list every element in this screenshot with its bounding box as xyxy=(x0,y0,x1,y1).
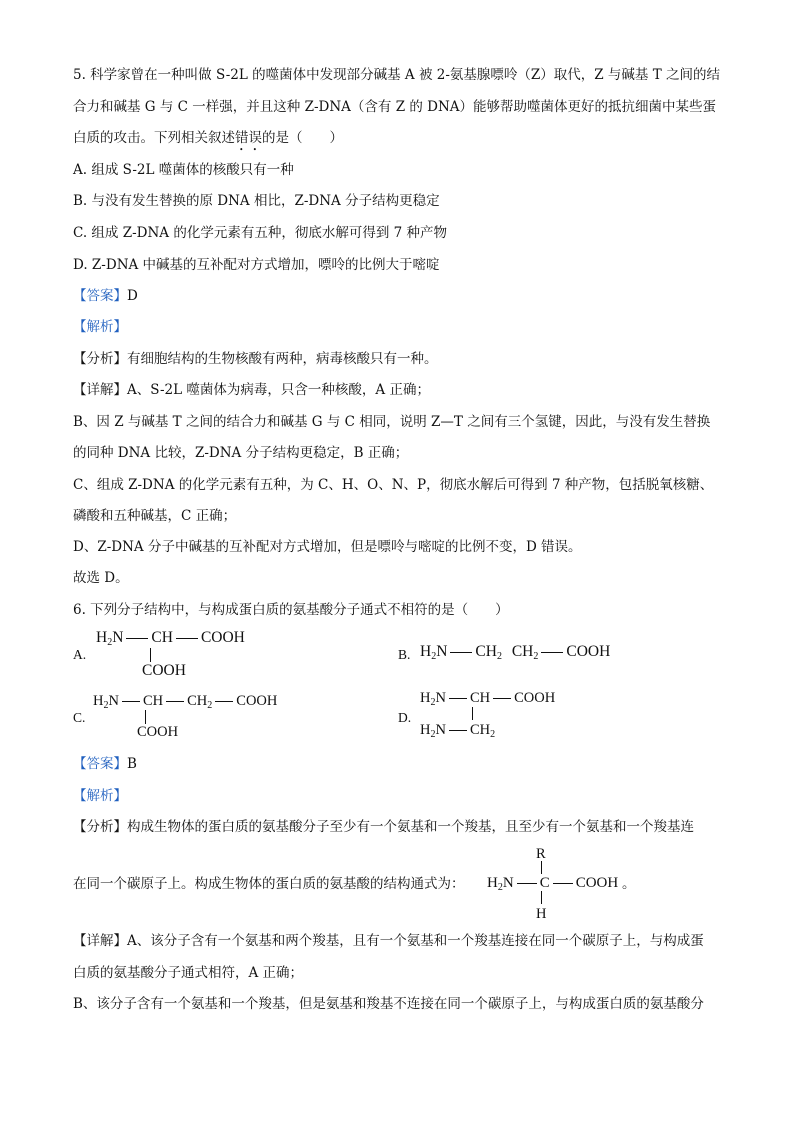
q5-analysis-label: 【解析】 xyxy=(73,319,127,335)
q6-option-a-bond xyxy=(150,648,151,662)
q5-detail-b-line-1: B、因 Z 与碱基 T 之间的结合力和碱基 G 与 C 相同，说明 Z—T 之间有三个氢键，因此，与没有发生替换 xyxy=(73,414,711,430)
q5-detail-a-text: A、S-2L 噬菌体为病毒，只含一种核酸，A 正确； xyxy=(127,382,430,398)
q6-option-c-structure: $H_2N$ CH $CH_2$ COOH xyxy=(93,693,278,711)
q6-xiangjie-label: 【详解】 xyxy=(73,933,127,949)
q5-stem-line-1: 5. 科学家曾在一种叫做 S-2L 的噬菌体中发现部分碱基 A 被 2-氨基腺嘌呤（Z）取代，Z 与碱基 T 之间的结 xyxy=(73,67,721,83)
q5-stem-pre: 白质的攻击。下列相关叙述 xyxy=(73,130,235,146)
q5-stem-emphasis: 错误 xyxy=(235,130,262,146)
q5-fenxi xyxy=(73,350,438,368)
q6-option-a-label: A. xyxy=(73,647,87,662)
q5-stem-line-3 xyxy=(73,129,343,154)
q5-detail-d: D、Z-DNA 分子中碱基的互补配对方式增加，但是嘌呤与嘧啶的比例不变，D 错误。 xyxy=(73,539,582,555)
general-formula-h: H xyxy=(536,906,547,922)
q6-detail-a-line-2: 白质的氨基酸分子通式相符，A 正确； xyxy=(73,965,304,981)
q5-option-a: A. 组成 S-2L 噬菌体的核酸只有一种 xyxy=(73,162,294,178)
q6-option-c-side-chain: COOH xyxy=(137,724,179,740)
q6-stem: 6. 下列分子结构中，与构成蛋白质的氨基酸分子通式不相符的是（ ） xyxy=(73,602,509,618)
q6-fenxi-label: 【分析】 xyxy=(73,819,127,835)
q5-fenxi-label: 【分析】 xyxy=(73,351,127,367)
q6-answer-label: 【答案】 xyxy=(73,756,127,772)
q5-answer xyxy=(73,287,138,305)
q5-conclusion: 故选 D。 xyxy=(73,570,129,586)
q5-detail-c-line-2: 磷酸和五种碱基，C 正确； xyxy=(73,508,237,524)
q6-detail-b-line-1: B、该分子含有一个氨基和一个羧基，但是氨基和羧基不连接在同一个碳原子上，与构成蛋白质的氨基酸分 xyxy=(73,996,704,1012)
q6-option-d-bond xyxy=(472,707,473,720)
q6-fenxi-line-2: 在同一个碳原子上。构成生物体的蛋白质的氨基酸的结构通式为： xyxy=(73,876,465,892)
general-formula-main: $H_2N$ C COOH xyxy=(487,875,619,893)
q5-stem-line-2: 合力和碱基 G 与 C 一样强，并且这种 Z-DNA（含有 Z 的 DNA）能够帮助噬菌体更好的抵抗细菌中某些蛋 xyxy=(73,99,717,115)
q6-detail-a-text: A、该分子含有一个氨基和两个羧基，且有一个氨基和一个羧基连接在同一个碳原子上，与构成蛋 xyxy=(127,933,704,949)
q6-option-a-side-chain: COOH xyxy=(142,662,186,679)
general-formula-bond-bottom xyxy=(541,891,542,904)
q6-option-d-structure-top: $H_2N$ CH COOH xyxy=(420,690,556,708)
general-formula-r: R xyxy=(536,846,546,862)
q5-detail-a xyxy=(73,381,430,399)
q6-option-c-bond xyxy=(145,710,146,724)
q5-detail-b-line-2: 的同种 DNA 比较，Z-DNA 分子结构更稳定，B 正确； xyxy=(73,445,409,461)
q6-option-b-structure: $H_2N$ $CH_2$ $CH_2$ COOH xyxy=(420,643,611,662)
q5-xiangjie-label: 【详解】 xyxy=(73,382,127,398)
q6-fenxi-line-2-end: 。 xyxy=(622,876,636,892)
q6-option-d-label: D. xyxy=(398,710,412,725)
q5-stem-post: 的是（ ） xyxy=(262,130,343,146)
q6-answer xyxy=(73,755,137,773)
q5-option-c: C. 组成 Z-DNA 的化学元素有五种，彻底水解可得到 7 种产物 xyxy=(73,225,448,241)
q6-fenxi-line-1 xyxy=(73,818,694,836)
q6-fenxi-text: 构成生物体的蛋白质的氨基酸分子至少有一个氨基和一个羧基，且至少有一个氨基和一个羧基连 xyxy=(127,819,694,835)
q6-analysis-label: 【解析】 xyxy=(73,788,127,804)
q6-detail-a-line-1 xyxy=(73,932,704,950)
q5-answer-label: 【答案】 xyxy=(73,288,127,304)
q6-option-d-structure-bottom: $H_2N$ $CH_2$ xyxy=(420,722,496,740)
q6-option-c-label: C. xyxy=(73,710,86,725)
q6-answer-value: B xyxy=(127,756,137,772)
q5-answer-value: D xyxy=(127,288,138,304)
q5-option-b: B. 与没有发生替换的原 DNA 相比，Z-DNA 分子结构更稳定 xyxy=(73,193,440,209)
q6-option-a-structure: $H_2N$ CH COOH xyxy=(96,629,245,648)
q5-detail-c-line-1: C、组成 Z-DNA 的化学元素有五种，为 C、H、O、N、P，彻底水解后可得到 7 种产物，包括脱氧核糖、 xyxy=(73,477,714,493)
q5-fenxi-text: 有细胞结构的生物核酸有两种，病毒核酸只有一种。 xyxy=(127,351,438,367)
general-formula-bond-top xyxy=(541,861,542,874)
q6-option-b-label: B. xyxy=(398,647,411,662)
q5-option-d: D. Z-DNA 中碱基的互补配对方式增加，嘌呤的比例大于嘧啶 xyxy=(73,257,440,273)
